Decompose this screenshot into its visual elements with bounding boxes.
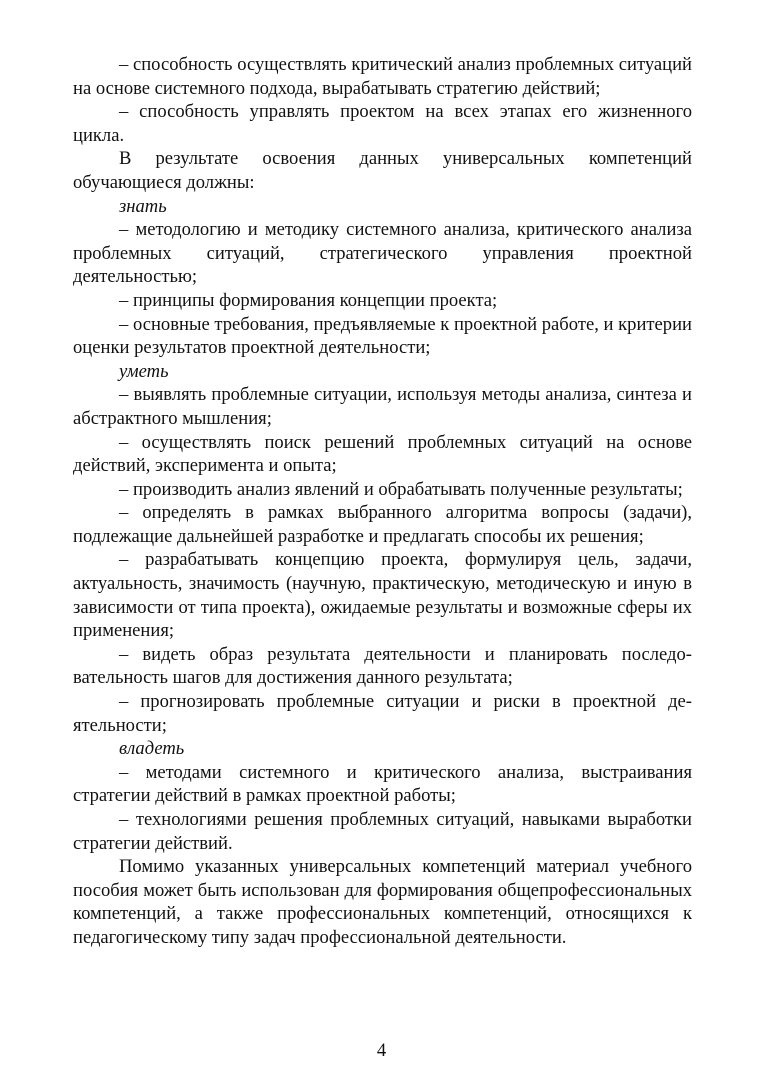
list-item: – осуществлять поиск решений проблемных ситуаций на основе действий, эксперимента и опыта; <box>73 431 692 477</box>
competence-item: – способность осуществлять критический анализ проблемных ситуаций на основе системного подхода, вырабатывать стратегию действий; <box>73 54 692 99</box>
section-label-be-able: уметь <box>119 360 169 382</box>
list-item: – разрабатывать концепцию проекта, формулируя цель, задачи, актуальность, значимость (научную, практическую, методическую и иную в зависимости от типа проекта), ожидаемые результаты и возможные сферы их применения; <box>73 549 692 642</box>
section-label-master: владеть <box>119 738 185 760</box>
list-item: – основные требования, предъявляемые к проектной работе, и критерии оценки результатов проектной деятельности; <box>73 313 692 359</box>
closing-paragraph: Помимо указанных универсальных компетенций материал учебного пособия может быть использован для формирования общепрофессиональных компетенций, а также профессиональных компетенций, относящихся к педагогическому типу задач профессиональной деятельности. <box>73 856 692 948</box>
list-item: – технологиями решения проблемных ситуаций, навыками выработки стратегии действий. <box>73 809 692 854</box>
list-item: – выявлять проблемные ситуации, используя методы анализа, синтеза и абстрактного мышления; <box>73 384 692 429</box>
competence-item: – способность управлять проектом на всех этапах его жизненного цикла. <box>73 101 692 146</box>
list-item: – методологию и методику системного анализа, критического анализа проблемных ситуаций, стратегического управления проектной деятельностью; <box>73 219 692 288</box>
list-item: – прогнозировать проблемные ситуации и риски в проектной деятельности; <box>73 691 692 736</box>
list-item: – определять в рамках выбранного алгоритма вопросы (задачи), подлежащие дальнейшей разработке и предлагать способы их решения; <box>73 502 692 547</box>
page-body <box>73 53 692 950</box>
list-item: – производить анализ явлений и обрабатывать полученные результаты; <box>119 478 683 500</box>
list-item: – принципы формирования концепции проекта; <box>119 289 498 311</box>
results-intro: В результате освоения данных универсальных компетенций обучающиеся должны: <box>73 148 692 193</box>
list-item: – видеть образ результата деятельности и планировать последовательность шагов для достижения данного результата; <box>73 643 692 689</box>
page-number: 4 <box>376 1040 387 1061</box>
section-label-know: знать <box>119 195 167 217</box>
list-item: – методами системного и критического анализа, выстраивания стратегии действий в рамках проектной работы; <box>73 761 692 807</box>
